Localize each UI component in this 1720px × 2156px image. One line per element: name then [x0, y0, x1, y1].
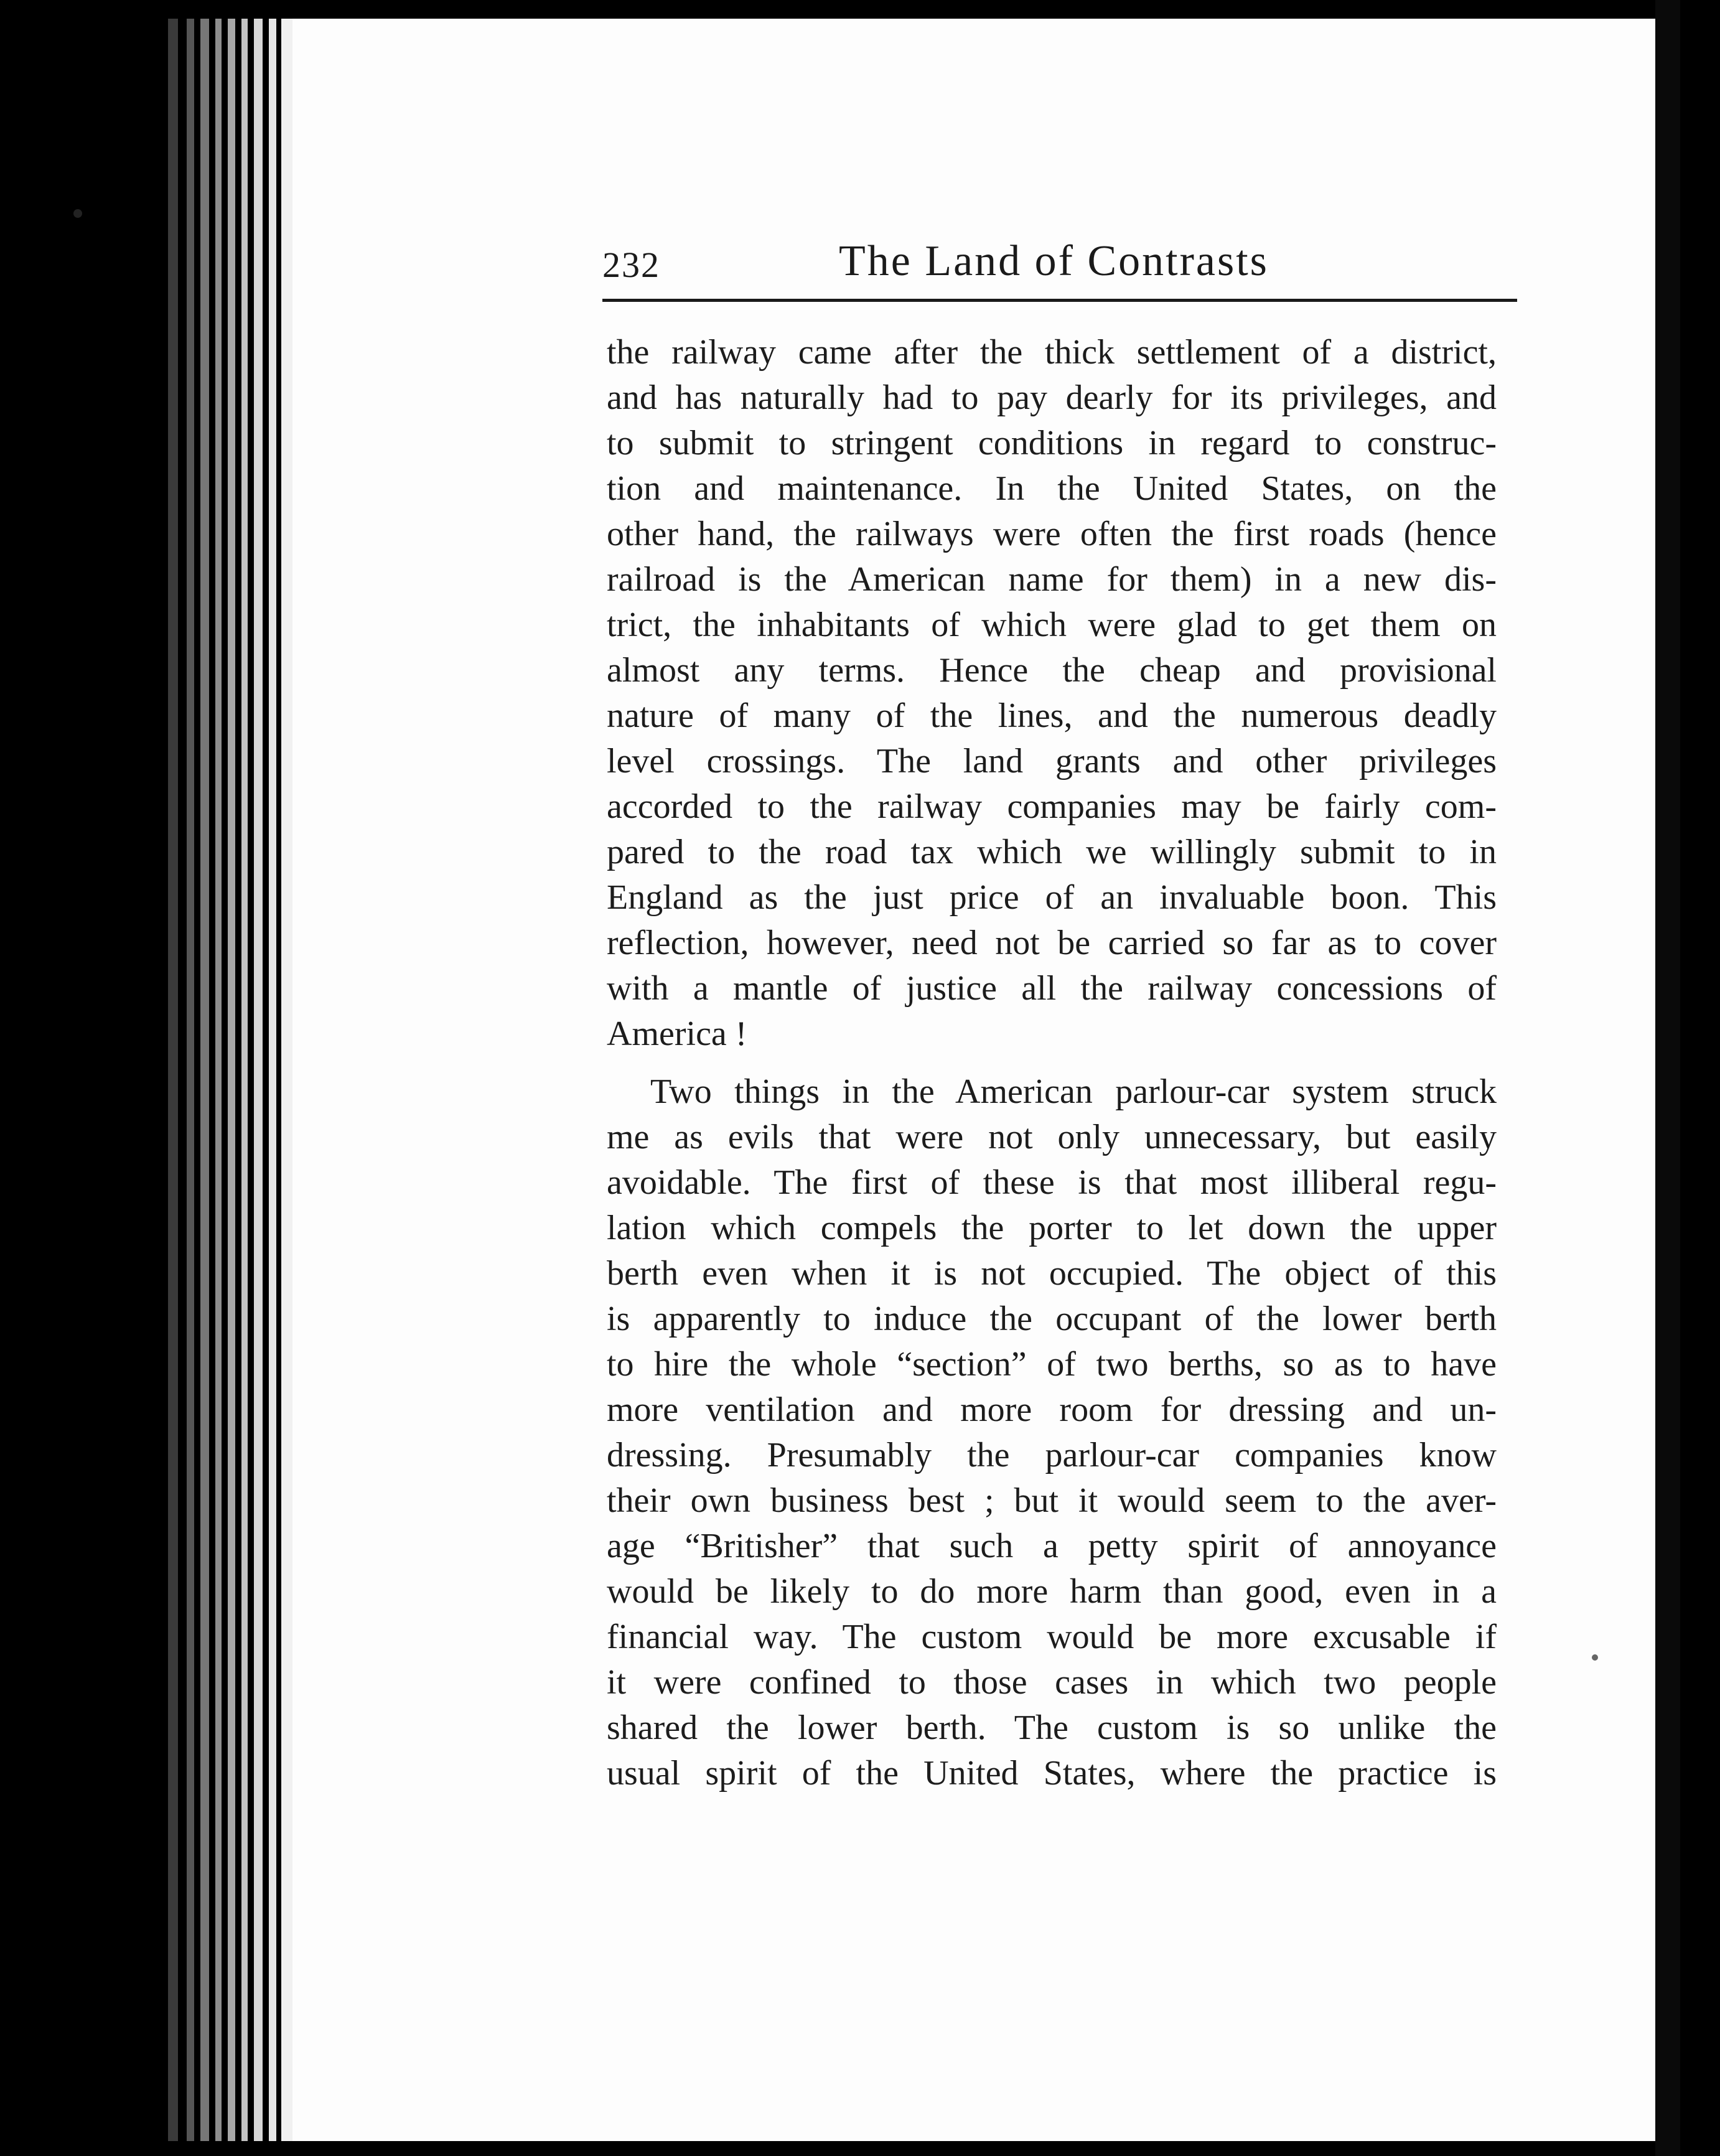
text-line: financial way. The custom would be more excusable if: [607, 1618, 1497, 1656]
text-line: railroad is the American name for them) in a new dis-: [607, 560, 1497, 599]
text-line: it were confined to those cases in which two people: [607, 1663, 1497, 1702]
text-line: almost any terms. Hence the cheap and provisional: [607, 651, 1497, 690]
body-text: [607, 330, 1497, 1796]
page-edge-stripe: [281, 0, 292, 2156]
text-line: tion and maintenance. In the United States, on the: [607, 469, 1497, 508]
page-edge-stripe: [254, 0, 263, 2156]
text-line: to hire the whole “section” of two berths, so as to have: [607, 1345, 1497, 1384]
text-line: to submit to stringent conditions in regard to construc-: [607, 424, 1497, 462]
text-line: America !: [607, 1015, 747, 1053]
text-line: trict, the inhabitants of which were glad to get them on: [607, 606, 1497, 644]
page-edge-stripe: [228, 0, 235, 2156]
text-line: England as the just price of an invaluable boon. This: [607, 878, 1497, 917]
page-edge-stripe: [168, 0, 178, 2156]
text-line: level crossings. The land grants and other privileges: [607, 742, 1497, 780]
scan-background-right-edge: [1680, 0, 1720, 2156]
text-line: pared to the road tax which we willingly submit to in: [607, 833, 1497, 871]
text-line: berth even when it is not occupied. The object of this: [607, 1254, 1497, 1293]
text-line: and has naturally had to pay dearly for its privileges, and: [607, 378, 1497, 417]
text-line: usual spirit of the United States, where the practice is: [607, 1754, 1497, 1793]
scan-background-bottom: [0, 2141, 1720, 2156]
page-edge-stripe: [200, 0, 209, 2156]
paragraph-2: [607, 1069, 1497, 1796]
running-head: [602, 237, 1517, 293]
text-line: me as evils that were not only unnecessary, but easily: [607, 1118, 1497, 1156]
scan-background-top: [0, 0, 1720, 19]
text-line: accorded to the railway companies may be fairly com-: [607, 787, 1497, 826]
text-line: avoidable. The first of these is that most illiberal regu-: [607, 1163, 1497, 1202]
text-line: would be likely to do more harm than good, even in a: [607, 1572, 1497, 1611]
scan-speck: [73, 209, 82, 218]
text-line: age “Britisher” that such a petty spirit of annoyance: [607, 1527, 1497, 1565]
running-title: The Land of Contrasts: [839, 237, 1269, 285]
page-number: 232: [602, 245, 660, 285]
text-line: lation which compels the porter to let down the upper: [607, 1209, 1497, 1247]
text-line: their own business best ; but it would seem to the aver-: [607, 1481, 1497, 1520]
text-line: is apparently to induce the occupant of the lower berth: [607, 1300, 1497, 1338]
text-line: Two things in the American parlour-car system struck: [650, 1072, 1497, 1111]
text-line: reflection, however, need not be carried so far as to cover: [607, 924, 1497, 962]
paragraph-1: [607, 330, 1497, 1057]
page-edge-stripe: [187, 0, 194, 2156]
text-line: the railway came after the thick settlement of a district,: [607, 333, 1497, 372]
text-line: other hand, the railways were often the first roads (hence: [607, 515, 1497, 553]
text-line: more ventilation and more room for dressing and un-: [607, 1390, 1497, 1429]
text-line: nature of many of the lines, and the numerous deadly: [607, 696, 1497, 735]
page-edge-stripe: [241, 0, 248, 2156]
page-edge-stripe: [269, 0, 276, 2156]
scan-background-left: [0, 0, 292, 2156]
header-rule: [602, 299, 1517, 302]
scan-speck: [1592, 1654, 1598, 1661]
text-line: dressing. Presumably the parlour-car companies know: [607, 1436, 1497, 1474]
text-line: shared the lower berth. The custom is so unlike the: [607, 1708, 1497, 1747]
page-edge-stripe: [215, 0, 222, 2156]
text-line: with a mantle of justice all the railway concessions of: [607, 969, 1497, 1008]
